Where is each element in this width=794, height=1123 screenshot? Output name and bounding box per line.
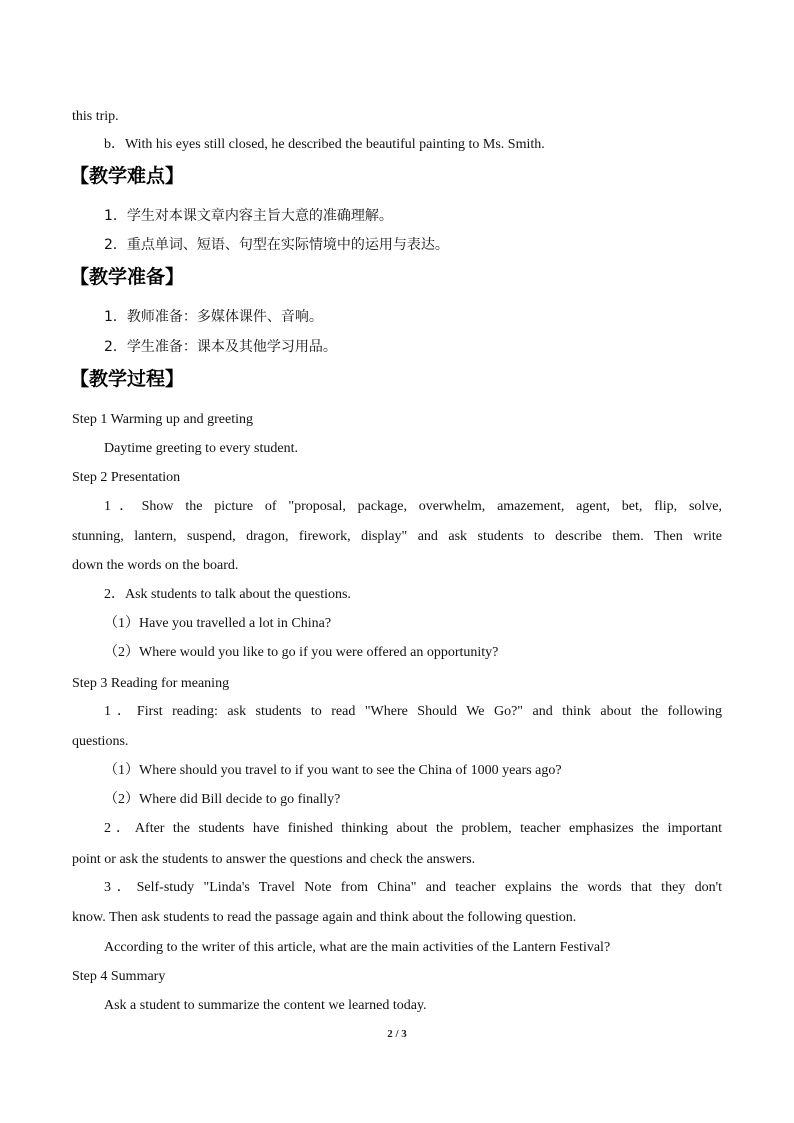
step-heading: Step 4 Summary (72, 969, 166, 984)
text-line: point or ask the students to answer the questions and check the answers. (72, 852, 476, 867)
text-line: stunning, lantern, suspend, dragon, firework, display" and ask students to describe them. Then write (72, 529, 722, 544)
text-line: 2．Ask students to talk about the questions. (104, 587, 351, 602)
step-heading: Step 3 Reading for meaning (72, 676, 230, 691)
section-heading-preparation: 【教学准备】 (70, 266, 185, 288)
text-line: know. Then ask students to read the passage again and think about the following question. (72, 910, 577, 925)
text-line: down the words on the board. (72, 558, 239, 573)
text-line: 3．Self-study "Linda's Travel Note from China" and teacher explains the words that they don't (104, 880, 722, 895)
section-heading-difficulties: 【教学难点】 (70, 165, 185, 187)
text-line: （2）Where would you like to go if you were offered an opportunity? (104, 645, 499, 660)
text-line: Ask a student to summarize the content we learned today. (104, 998, 427, 1013)
text-line: 1．教师准备：多媒体课件、音响。 (104, 309, 323, 325)
text-line: 2．学生准备：课本及其他学习用品。 (104, 339, 337, 355)
text-line: （1）Have you travelled a lot in China? (104, 616, 332, 631)
text-line: According to the writer of this article, what are the main activities of the Lantern Festival? (104, 940, 611, 955)
text-line: 1．First reading: ask students to read "Where Should We Go?" and think about the following (104, 704, 722, 719)
text-line: （1）Where should you travel to if you want to see the China of 1000 years ago? (104, 763, 562, 778)
text-line: 1．Show the picture of "proposal, package, overwhelm, amazement, agent, bet, flip, solve, (104, 499, 722, 514)
text-line: 1．学生对本课文章内容主旨大意的准确理解。 (104, 208, 393, 224)
text-line: 2．After the students have finished thinking about the problem, teacher emphasizes the important (104, 821, 722, 836)
text-line: Daytime greeting to every student. (104, 441, 298, 456)
text-line: b．With his eyes still closed, he described the beautiful painting to Ms. Smith. (104, 137, 545, 152)
page-number: 2 / 3 (387, 1028, 407, 1040)
section-heading-process: 【教学过程】 (70, 368, 185, 390)
text-line: 2．重点单词、短语、句型在实际情境中的运用与表达。 (104, 237, 449, 253)
step-heading: Step 2 Presentation (72, 470, 181, 485)
text-line: this trip. (72, 109, 119, 124)
text-line: （2）Where did Bill decide to go finally? (104, 792, 341, 807)
text-line: questions. (72, 734, 129, 749)
step-heading: Step 1 Warming up and greeting (72, 412, 253, 427)
